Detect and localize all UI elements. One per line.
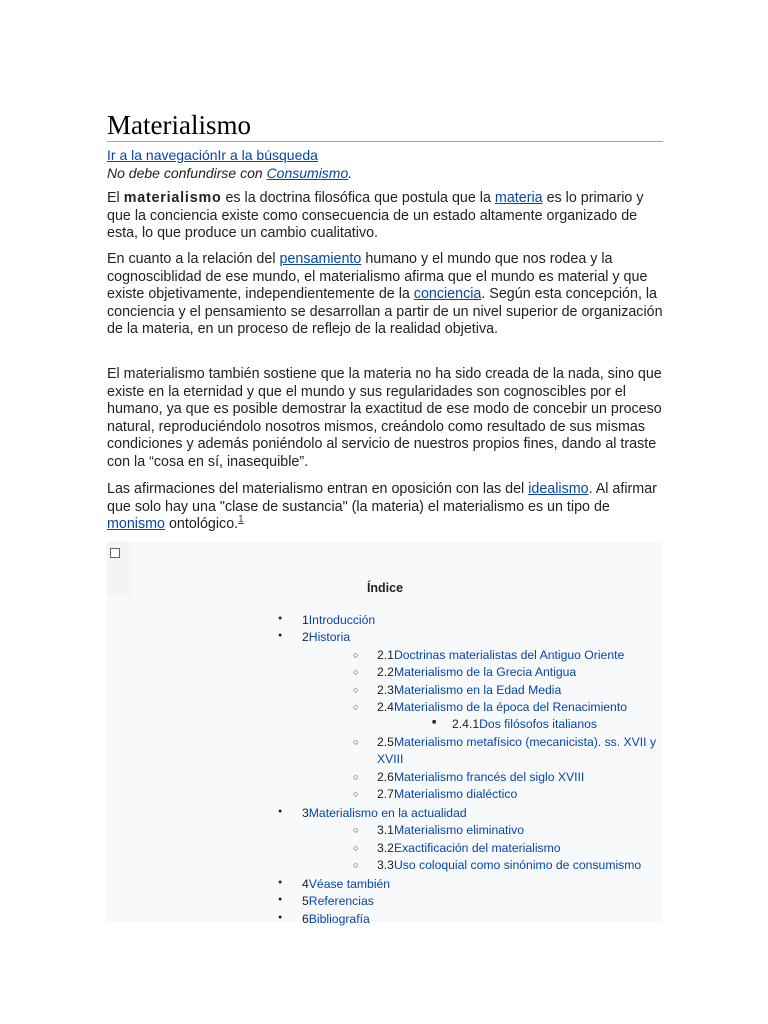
toc-item-number: 3.2 [377,840,394,855]
toc-bullet: ○ [353,771,359,782]
text: humano y el mundo que nos rodea y la cognosciblidad de ese mundo, el materialismo afirma que el mundo es material y que existe objetivamente, independientemente de la [107,251,648,303]
hatnote-text: No debe confundirse con [107,165,267,181]
toc-item[interactable] [302,876,659,894]
toc-item-number: 6 [302,911,309,926]
toc-bullet: ● [278,913,283,921]
toc-item-number: 1 [302,613,309,627]
text: es lo primario y que la conciencia existe como consecuencia de un estado altamente organizado de esta, lo que produce un cambio cualitativo. [107,190,644,242]
toc-bullet: ○ [353,842,359,853]
toc-item-label: Materialismo francés del siglo XVIII [393,769,585,784]
toc-item-link[interactable] [302,806,467,820]
toc-item-number: 3.1 [377,823,394,838]
toc-item-link[interactable] [377,735,656,767]
toc-item-label: Introducción [308,613,376,627]
toc-title: Índice [366,581,404,595]
jump-to-navigation-link[interactable]: Ir a la navegación [107,147,218,163]
toc-item-label: Uso coloquial como sinónimo de consumismo [393,858,642,873]
toc-item-link[interactable] [377,787,517,801]
toc-item-label: Materialismo eliminativo [393,823,524,838]
toc-item-link[interactable] [302,894,374,908]
reference-link[interactable]: 1 [238,514,244,526]
toc-item-link[interactable] [377,823,524,837]
toc-bullet: ○ [353,825,359,836]
toc-bullet: ○ [353,789,359,799]
jump-to-search-link[interactable]: Ir a la búsqueda [217,147,318,163]
toc-item-link[interactable] [452,717,597,731]
toc-item[interactable] [377,647,659,665]
toc-item-number: 3 [302,805,309,820]
toc-item[interactable] [377,682,659,700]
toc-item[interactable] [377,664,659,682]
toc-item-link[interactable] [302,912,370,926]
toc-item-label: Dos filósofos italianos [479,717,597,732]
toc-item[interactable] [377,734,659,769]
pensamiento-link[interactable]: pensamiento [279,251,362,267]
toc-item-number: 2.3 [377,682,394,697]
materia-link[interactable]: materia [494,190,543,206]
jump-links [107,146,318,164]
toc-bullet: ○ [353,736,359,747]
toc-bullet: ○ [353,667,359,678]
toc-item-number: 2.7 [377,787,394,801]
text: El materialismo también sostiene que la materia no ha sido creada de la nada, sino que existe en la eternidad y que el mundo y sus regularidades son cognoscibles por el humano, ya que es posible demostrar la exactitud de ese modo de concebir un proceso natural, reproduciéndolo nosotros mismos, creándolo como resultado de sus mismas condiciones y además poniéndolo al servicio de nuestros propios fines, dando al traste con la “cosa en sí, inasequible”. [107,366,662,470]
toc-bullet: ○ [353,860,359,871]
toc-item[interactable] [377,822,659,840]
toc-item-label: Materialismo de la época del Renacimiento [393,700,627,714]
paragraph-intro [107,190,663,243]
toc-item-link[interactable] [377,841,561,855]
hatnote-suffix: . [348,165,353,181]
toc-item-label: Exactificación del materialismo [393,840,561,855]
monismo-link[interactable]: monismo [107,516,165,533]
toc-item-label: Bibliografía [308,911,370,926]
toc-item[interactable] [302,911,659,929]
toc-item[interactable] [302,805,659,823]
toc-bullet: ○ [353,702,359,712]
toc-item[interactable] [377,786,659,804]
toc-bullet: ● [278,879,283,886]
toc-item-number: 2.5 [377,734,394,749]
toc-item-number: 2.4 [377,700,394,714]
toc-bullet: ● [278,615,283,622]
toc-item-number: 2.1 [377,647,394,662]
text: En cuanto a la relación del [107,251,280,267]
text: . Según esta concepción, la conciencia y el pensamiento se desarrollan a partir de un nivel superior de organización de la materia, en un proceso de reflejo de la realidad objetiva. [107,286,663,338]
toc-item-number: 2.6 [377,769,394,784]
idealismo-link[interactable]: idealismo [528,481,589,497]
toc-bullet: ● [278,632,283,640]
paragraph-idealismo [107,481,663,534]
conciencia-link[interactable]: conciencia [413,286,482,303]
toc-item-link[interactable] [377,648,624,662]
toc-item-label: Doctrinas materialistas del Antiguo Oriente [393,647,625,662]
text: Las afirmaciones del materialismo entran en oposición con las del [107,481,529,497]
toc-bullet: ● [278,807,283,815]
toc-bullet: ○ [353,649,359,660]
toc-item[interactable] [302,612,659,630]
text: . Al afirmar que solo hay una "clase de sustancia" (la materia) el materialismo es un tipo de [107,481,657,515]
toc-item-link[interactable] [377,770,584,784]
toc-item-label: Referencias [308,894,374,909]
toc-item[interactable] [377,840,659,858]
toc-item-number: 4 [302,877,309,891]
toc-item-label: Véase también [308,877,391,891]
text: El [107,190,124,206]
hatnote [107,164,352,182]
consumismo-link[interactable]: Consumismo [266,165,349,181]
title-divider [107,141,663,142]
toc-item-link[interactable] [377,683,561,697]
toc-item[interactable] [302,629,659,647]
toc-item-label: Materialismo en la Edad Media [393,682,562,697]
toc-item-label: Materialismo en la actualidad [308,805,467,820]
toc-item-link[interactable] [302,630,350,644]
toc-item-number: 2.2 [377,665,394,680]
text: ontológico. [165,516,239,533]
toc-item[interactable] [452,716,659,734]
paragraph-pensamiento [107,251,663,339]
toc-item-label: Historia [308,630,351,645]
page-title: Materialismo [107,110,251,140]
toc-item-number: 2 [302,630,309,645]
toc-item-number: 5 [302,894,309,909]
toc-bullet: ■ [432,719,437,727]
toc-item[interactable] [377,769,659,787]
toc-item-label: Materialismo de la Grecia Antigua [393,665,577,680]
toc-toggle-checkbox[interactable] [110,548,120,558]
toc-item[interactable] [302,893,659,911]
toc-item-label: Materialismo metafísico (mecanicista). ss. XVII y XVIII [377,734,657,767]
table-of-contents [107,542,663,926]
toc-item-link[interactable] [302,877,390,891]
toc-item[interactable] [377,857,659,875]
paragraph-eternidad [107,366,663,472]
toc-item-link[interactable] [377,665,576,679]
toc-item-link[interactable] [302,613,375,627]
toc-item-link[interactable] [377,858,641,872]
toc-item-label: Materialismo dialéctico [393,787,518,801]
toc-item-number: 2.4.1 [452,717,480,732]
bold-term: materialismo [123,190,222,206]
toc-bullet: ○ [353,684,359,695]
toc-item-number: 3.3 [377,858,394,873]
toc-item-link[interactable] [377,700,627,714]
toc-bullet: ● [278,896,283,904]
text: es la doctrina filosófica que postula que la [221,190,495,206]
toc-item[interactable] [377,699,659,717]
